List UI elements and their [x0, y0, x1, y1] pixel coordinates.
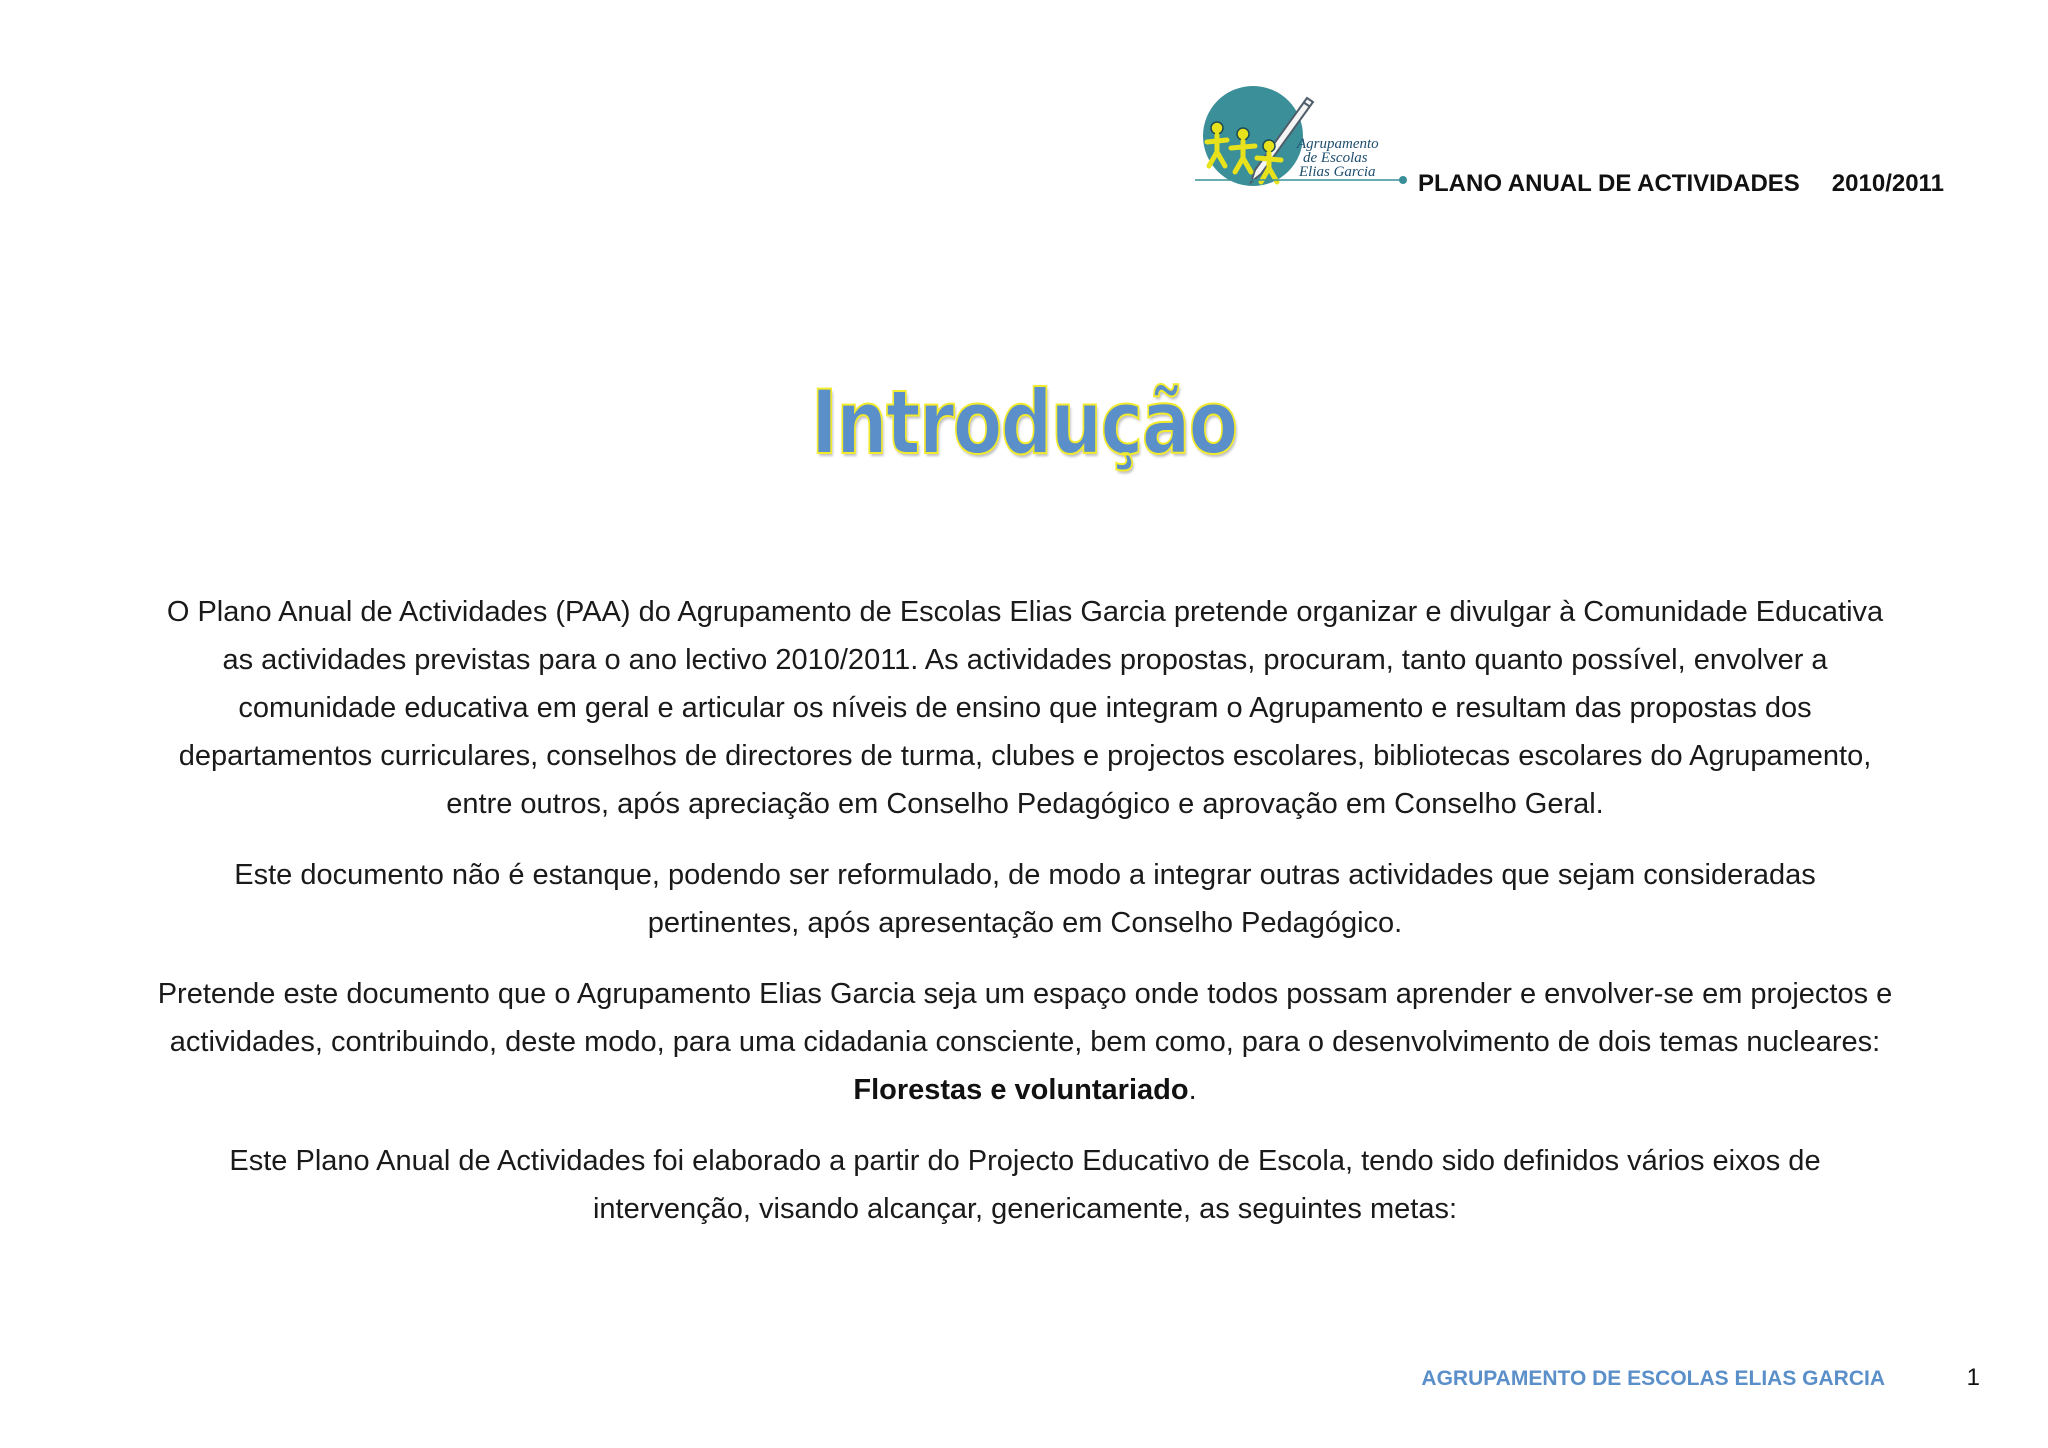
page-number: 1 [1966, 1364, 1980, 1391]
svg-text:Elias Garcia: Elias Garcia [1299, 164, 1376, 180]
svg-text:Agrupamento: Agrupamento [1297, 136, 1379, 152]
header-title: PLANO ANUAL DE ACTIVIDADES [1418, 170, 1800, 197]
svg-text:de Escolas: de Escolas [1303, 150, 1368, 166]
text-line: departamentos curriculares, conselhos de directores de turma, clubes e projectos escolares, bibliotecas escolares do Agrupamento, [178, 740, 1872, 772]
document-header [1418, 168, 1944, 200]
text-line: actividades, contribuindo, deste modo, para uma cidadania consciente, bem como, para o desenvolvimento de dois temas nucleares: [169, 1026, 1881, 1058]
logo-dot-icon [1399, 176, 1407, 184]
text-line: Este Plano Anual de Actividades foi elaborado a partir do Projecto Educativo de Escola, tendo sido definidos vários eixos de [229, 1145, 1821, 1177]
paragraph-intro [90, 588, 1960, 828]
page-heading: Introdução [811, 371, 1237, 474]
footer-organization: AGRUPAMENTO DE ESCOLAS ELIAS GARCIA [1421, 1367, 1885, 1390]
text-line: as actividades previstas para o ano lectivo 2010/2011. As actividades propostas, procuram, tanto quanto possível, envolver a [222, 644, 1828, 676]
text-line: Pretende este documento que o Agrupamento Elias Garcia seja um espaço onde todos possam aprender e envolver-se em projectos e [157, 978, 1893, 1010]
paragraph-not-fixed [90, 851, 1960, 947]
text-line: entre outros, após apreciação em Conselho Pedagógico e aprovação em Conselho Geral. [446, 788, 1604, 820]
paragraph-plan-basis [90, 1137, 1960, 1233]
text-line: intervenção, visando alcançar, genericamente, as seguintes metas: [592, 1193, 1458, 1225]
core-themes-emphasis: Florestas e voluntariado [853, 1074, 1189, 1106]
document-body [90, 588, 1960, 1233]
text-line: O Plano Anual de Actividades (PAA) do Agrupamento de Escolas Elias Garcia pretende organizar e divulgar à Comunidade Educativa [166, 596, 1884, 628]
header-year: 2010/2011 [1831, 170, 1944, 197]
school-logo [1195, 84, 1427, 196]
text-line: comunidade educativa em geral e articular os níveis de ensino que integram o Agrupamento e resultam das propostas dos [238, 692, 1812, 724]
text-line: Este documento não é estanque, podendo ser reformulado, de modo a integrar outras actividades que sejam consideradas [234, 859, 1816, 891]
sentence-end: . [1188, 1074, 1197, 1106]
text-line: pertinentes, após apresentação em Conselho Pedagógico. [647, 907, 1403, 939]
paragraph-goals [90, 970, 1960, 1114]
logo-lettering [1296, 136, 1379, 180]
text-line [90, 1066, 1960, 1114]
